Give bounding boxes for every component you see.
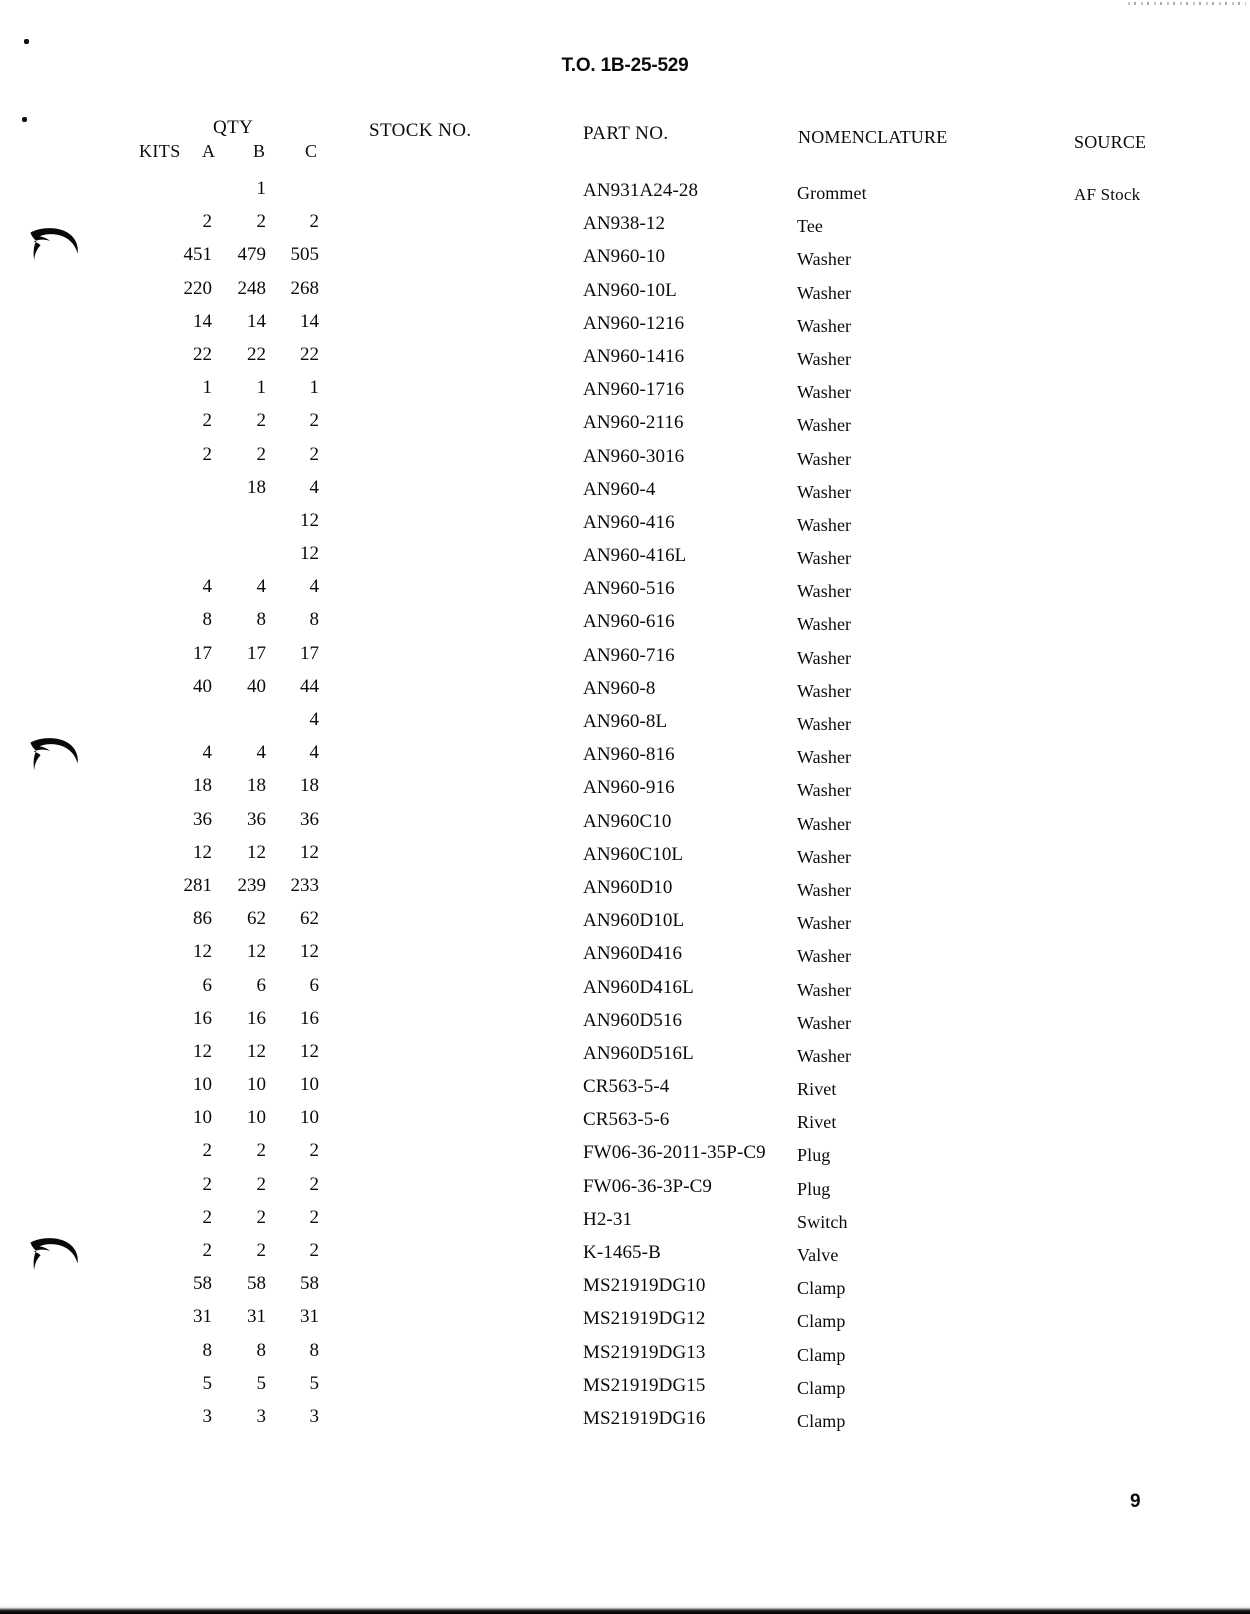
table-row [0, 276, 1250, 309]
part-no-cell: AN960D10 [583, 876, 673, 898]
column-header-nomenclature: NOMENCLATURE [798, 127, 948, 147]
column-header-stock-no: STOCK NO. [369, 120, 472, 141]
qty-kit-b-cell: 5 [256, 1372, 266, 1394]
source-cell: AF Stock [1074, 185, 1141, 204]
table-row [0, 641, 1250, 674]
qty-kit-b-cell: 14 [247, 310, 266, 332]
table-row [0, 242, 1250, 275]
qty-kit-a-cell: 3 [202, 1405, 212, 1427]
qty-kit-a-cell: 58 [193, 1273, 212, 1295]
table-row [0, 973, 1250, 1006]
qty-kit-a-cell: 14 [193, 310, 212, 332]
part-no-cell: AN960D516L [583, 1042, 694, 1064]
qty-kit-a-cell: 281 [183, 874, 212, 896]
table-row [0, 807, 1250, 840]
nomenclature-cell: Washer [797, 415, 852, 436]
part-no-cell: FW06-36-2011-35P-C9 [583, 1142, 766, 1164]
table-row [0, 707, 1250, 740]
qty-kit-c-cell: 4 [309, 742, 319, 764]
parts-table-body [0, 176, 1250, 1437]
qty-kit-b-cell: 18 [247, 476, 266, 498]
qty-kit-a-cell: 6 [202, 974, 212, 996]
qty-kit-b-cell: 4 [256, 576, 266, 598]
qty-kit-b-cell: 2 [256, 1140, 266, 1162]
qty-kit-c-cell: 10 [300, 1107, 319, 1129]
part-no-cell: AN960-1416 [583, 345, 685, 367]
qty-kit-c-cell: 5 [309, 1372, 319, 1394]
column-header-kit-a: A [202, 141, 216, 161]
qty-kit-c-cell: 12 [300, 509, 319, 531]
qty-kit-a-cell: 40 [193, 675, 212, 697]
nomenclature-cell: Washer [797, 946, 852, 967]
qty-kit-a-cell: 4 [202, 742, 212, 764]
qty-kit-b-cell: 248 [237, 277, 266, 299]
table-row [0, 1338, 1250, 1371]
nomenclature-cell: Valve [797, 1245, 839, 1265]
part-no-cell: AN960-3016 [583, 445, 685, 467]
qty-kit-c-cell: 8 [309, 609, 319, 631]
qty-kit-c-cell: 16 [300, 1007, 319, 1029]
qty-kit-a-cell: 12 [193, 941, 212, 963]
part-no-cell: K-1465-B [583, 1242, 661, 1263]
qty-kit-a-cell: 451 [183, 244, 212, 266]
table-row [0, 1172, 1250, 1205]
nomenclature-cell: Washer [797, 1045, 852, 1066]
qty-kit-c-cell: 2 [309, 410, 319, 432]
nomenclature-cell: Tee [797, 216, 824, 237]
table-row [0, 442, 1250, 475]
qty-kit-c-cell: 12 [300, 543, 319, 565]
qty-kit-c-cell: 2 [309, 1240, 319, 1261]
scan-speck [24, 39, 29, 44]
qty-kit-c-cell: 31 [300, 1306, 319, 1328]
margin-swoosh-mark-1 [22, 222, 84, 262]
nomenclature-cell: Washer [797, 979, 852, 1000]
part-no-cell: AN960-416L [583, 545, 687, 567]
nomenclature-cell: Grommet [797, 183, 867, 203]
qty-kit-b-cell: 8 [256, 1339, 266, 1361]
part-no-cell: AN960-1716 [583, 379, 685, 401]
qty-kit-c-cell: 2 [309, 1140, 319, 1162]
nomenclature-cell: Washer [797, 813, 852, 834]
qty-kit-b-cell: 22 [247, 343, 266, 365]
qty-kit-a-cell: 18 [193, 775, 212, 797]
qty-kit-b-cell: 10 [247, 1074, 266, 1096]
qty-kit-c-cell: 4 [309, 709, 319, 730]
qty-kit-a-cell: 12 [193, 1040, 212, 1062]
nomenclature-cell: Washer [797, 548, 852, 569]
qty-kit-a-cell: 2 [202, 1173, 212, 1195]
qty-kit-b-cell: 2 [256, 1173, 266, 1195]
table-row [0, 309, 1250, 342]
part-no-cell: CR563-5-4 [583, 1076, 670, 1098]
table-row [0, 574, 1250, 607]
qty-kit-b-cell: 479 [237, 244, 266, 266]
column-header-kits: KITS [139, 141, 181, 161]
part-no-cell: AN960-1216 [583, 312, 685, 334]
nomenclature-cell: Washer [797, 514, 852, 535]
qty-kit-b-cell: 2 [256, 1240, 266, 1261]
nomenclature-cell: Clamp [797, 1377, 846, 1398]
nomenclature-cell: Washer [797, 581, 852, 602]
table-row [0, 1072, 1250, 1105]
qty-kit-c-cell: 6 [309, 974, 319, 996]
table-row [0, 1271, 1250, 1304]
nomenclature-cell: Clamp [797, 1344, 846, 1365]
qty-kit-c-cell: 3 [309, 1405, 319, 1427]
qty-kit-b-cell: 17 [247, 642, 266, 664]
part-no-cell: AN960-8 [583, 677, 656, 699]
part-no-cell: AN960-616 [583, 611, 675, 633]
table-row [0, 674, 1250, 707]
qty-kit-a-cell: 2 [202, 443, 212, 465]
qty-kit-b-cell: 8 [256, 609, 266, 631]
qty-kit-a-cell: 2 [202, 410, 212, 432]
table-row [0, 209, 1250, 242]
table-row [0, 840, 1250, 873]
qty-kit-b-cell: 4 [256, 742, 266, 764]
scan-speck [22, 117, 27, 122]
table-row [0, 1006, 1250, 1039]
qty-kit-c-cell: 8 [309, 1339, 319, 1361]
part-no-cell: AN960-516 [583, 578, 675, 600]
qty-kit-a-cell: 2 [202, 1140, 212, 1162]
qty-kit-b-cell: 3 [256, 1405, 266, 1427]
table-row [0, 375, 1250, 408]
qty-kit-c-cell: 18 [300, 775, 319, 797]
part-no-cell: AN960D416L [583, 976, 694, 998]
qty-kit-c-cell: 62 [300, 908, 319, 930]
nomenclature-cell: Washer [797, 879, 852, 900]
nomenclature-cell: Washer [797, 647, 852, 668]
qty-kit-c-cell: 12 [300, 1040, 319, 1062]
qty-kit-c-cell: 22 [300, 343, 319, 365]
nomenclature-cell: Washer [797, 249, 852, 270]
column-header-source: SOURCE [1074, 132, 1147, 152]
qty-kit-b-cell: 239 [237, 874, 266, 896]
qty-kit-b-cell: 6 [256, 974, 266, 996]
nomenclature-cell: Washer [797, 780, 852, 801]
nomenclature-cell: Plug [797, 1145, 831, 1166]
qty-kit-c-cell: 268 [290, 277, 319, 299]
part-no-cell: AN960-716 [583, 644, 675, 666]
qty-kit-c-cell: 17 [300, 642, 319, 664]
table-row [0, 906, 1250, 939]
qty-kit-c-cell: 2 [309, 1173, 319, 1195]
qty-kit-c-cell: 2 [309, 1206, 319, 1228]
qty-kit-a-cell: 86 [193, 908, 212, 930]
part-no-cell: AN960-10 [583, 246, 666, 268]
qty-kit-a-cell: 1 [202, 377, 212, 399]
qty-kit-a-cell: 220 [183, 277, 212, 299]
qty-kit-a-cell: 2 [202, 1206, 212, 1228]
qty-kit-b-cell: 58 [247, 1273, 266, 1295]
qty-kit-b-cell: 12 [247, 1040, 266, 1062]
table-row [0, 1105, 1250, 1138]
table-row [0, 475, 1250, 508]
part-no-cell: MS21919DG10 [583, 1275, 706, 1297]
table-row [0, 508, 1250, 541]
nomenclature-cell: Rivet [797, 1112, 837, 1133]
part-no-cell: MS21919DG16 [583, 1407, 706, 1429]
page-title: T.O. 1B-25-529 [561, 55, 689, 76]
qty-kit-a-cell: 4 [202, 576, 212, 598]
qty-kit-a-cell: 31 [193, 1306, 212, 1328]
qty-kit-c-cell: 2 [309, 211, 319, 233]
qty-kit-b-cell: 2 [256, 1206, 266, 1228]
qty-kit-a-cell: 2 [202, 1240, 212, 1261]
column-header-kit-c: C [305, 141, 318, 161]
qty-kit-c-cell: 10 [300, 1074, 319, 1096]
qty-kit-c-cell: 14 [300, 310, 319, 332]
qty-kit-a-cell: 22 [193, 343, 212, 365]
part-no-cell: AN960D516 [583, 1009, 683, 1031]
part-no-cell: MS21919DG15 [583, 1374, 706, 1396]
part-no-cell: AN931A24-28 [583, 180, 699, 201]
table-row [0, 1039, 1250, 1072]
part-no-cell: AN960C10 [583, 810, 672, 832]
margin-swoosh-mark-2 [22, 732, 84, 772]
page-number: 9 [1130, 1491, 1141, 1512]
qty-kit-a-cell: 2 [202, 211, 212, 233]
nomenclature-cell: Washer [797, 614, 852, 635]
part-no-cell: AN960-8L [583, 711, 668, 732]
qty-kit-c-cell: 44 [300, 675, 319, 697]
nomenclature-cell: Clamp [797, 1311, 846, 1332]
qty-kit-a-cell: 8 [202, 609, 212, 631]
qty-kit-b-cell: 40 [247, 675, 266, 697]
part-no-cell: AN938-12 [583, 213, 666, 235]
qty-kit-a-cell: 12 [193, 841, 212, 863]
nomenclature-cell: Washer [797, 315, 852, 336]
qty-kit-a-cell: 5 [202, 1372, 212, 1394]
part-no-cell: MS21919DG12 [583, 1308, 706, 1330]
nomenclature-cell: Washer [797, 1012, 852, 1033]
qty-kit-a-cell: 8 [202, 1339, 212, 1361]
nomenclature-cell: Washer [797, 382, 852, 403]
qty-kit-c-cell: 2 [309, 443, 319, 465]
nomenclature-cell: Washer [797, 846, 852, 867]
part-no-cell: AN960-4 [583, 478, 656, 500]
qty-kit-b-cell: 2 [256, 410, 266, 432]
table-row [0, 1238, 1250, 1271]
qty-kit-c-cell: 58 [300, 1273, 319, 1295]
qty-kit-c-cell: 4 [309, 476, 319, 498]
part-no-cell: CR563-5-6 [583, 1109, 670, 1131]
qty-kit-b-cell: 1 [256, 377, 266, 399]
nomenclature-cell: Washer [797, 747, 852, 768]
table-row [0, 740, 1250, 773]
nomenclature-cell: Rivet [797, 1079, 837, 1100]
table-row [0, 1304, 1250, 1337]
qty-kit-c-cell: 12 [300, 841, 319, 863]
nomenclature-cell: Washer [797, 481, 852, 502]
column-header-part-no: PART NO. [583, 123, 669, 144]
nomenclature-cell: Switch [797, 1211, 848, 1232]
table-row [0, 939, 1250, 972]
qty-kit-b-cell: 2 [256, 211, 266, 233]
table-row [0, 773, 1250, 806]
qty-kit-b-cell: 1 [256, 178, 266, 199]
qty-kit-a-cell: 10 [193, 1107, 212, 1129]
nomenclature-cell: Washer [797, 348, 852, 369]
margin-swoosh-mark-3 [22, 1232, 84, 1272]
qty-kit-c-cell: 1 [309, 377, 319, 399]
qty-kit-b-cell: 31 [247, 1306, 266, 1328]
scan-artifact-bottom-edge [0, 1605, 1250, 1614]
part-no-cell: AN960-916 [583, 777, 675, 799]
qty-kit-b-cell: 62 [247, 908, 266, 930]
nomenclature-cell: Washer [797, 714, 852, 734]
nomenclature-cell: Washer [797, 913, 852, 934]
table-row [0, 607, 1250, 640]
part-no-cell: AN960D10L [583, 910, 685, 932]
qty-kit-b-cell: 36 [247, 808, 266, 830]
table-row [0, 873, 1250, 906]
qty-kit-c-cell: 4 [309, 576, 319, 598]
qty-kit-a-cell: 10 [193, 1074, 212, 1096]
nomenclature-cell: Clamp [797, 1410, 846, 1431]
column-header-kit-b: B [253, 141, 266, 161]
part-no-cell: AN960-10L [583, 279, 677, 301]
qty-kit-c-cell: 12 [300, 941, 319, 963]
qty-kit-c-cell: 233 [290, 874, 319, 896]
column-header-qty: QTY [213, 117, 254, 138]
table-row [0, 408, 1250, 441]
part-no-cell: H2-31 [583, 1208, 633, 1230]
part-no-cell: AN960-416 [583, 511, 675, 533]
nomenclature-cell: Washer [797, 448, 852, 469]
qty-kit-a-cell: 17 [193, 642, 212, 664]
qty-kit-a-cell: 36 [193, 808, 212, 830]
qty-kit-b-cell: 2 [256, 443, 266, 465]
part-no-cell: AN960C10L [583, 843, 684, 865]
qty-kit-c-cell: 505 [290, 244, 319, 266]
part-no-cell: MS21919DG13 [583, 1341, 706, 1363]
table-row [0, 1138, 1250, 1171]
qty-kit-b-cell: 18 [247, 775, 266, 797]
qty-kit-b-cell: 16 [247, 1007, 266, 1029]
qty-kit-b-cell: 12 [247, 941, 266, 963]
part-no-cell: AN960-816 [583, 744, 675, 766]
table-row [0, 1205, 1250, 1238]
table-row [0, 541, 1250, 574]
part-no-cell: AN960-2116 [583, 412, 684, 434]
scan-artifact-top-edge [1128, 2, 1246, 5]
qty-kit-b-cell: 12 [247, 841, 266, 863]
part-no-cell: AN960D416 [583, 943, 683, 965]
table-row [0, 1404, 1250, 1437]
table-row [0, 342, 1250, 375]
nomenclature-cell: Washer [797, 680, 852, 701]
table-row [0, 1371, 1250, 1404]
qty-kit-b-cell: 10 [247, 1107, 266, 1129]
nomenclature-cell: Clamp [797, 1278, 846, 1299]
nomenclature-cell: Plug [797, 1178, 831, 1199]
qty-kit-a-cell: 16 [193, 1007, 212, 1029]
nomenclature-cell: Washer [797, 282, 852, 303]
part-no-cell: FW06-36-3P-C9 [583, 1175, 713, 1197]
qty-kit-c-cell: 36 [300, 808, 319, 830]
table-row [0, 176, 1250, 209]
